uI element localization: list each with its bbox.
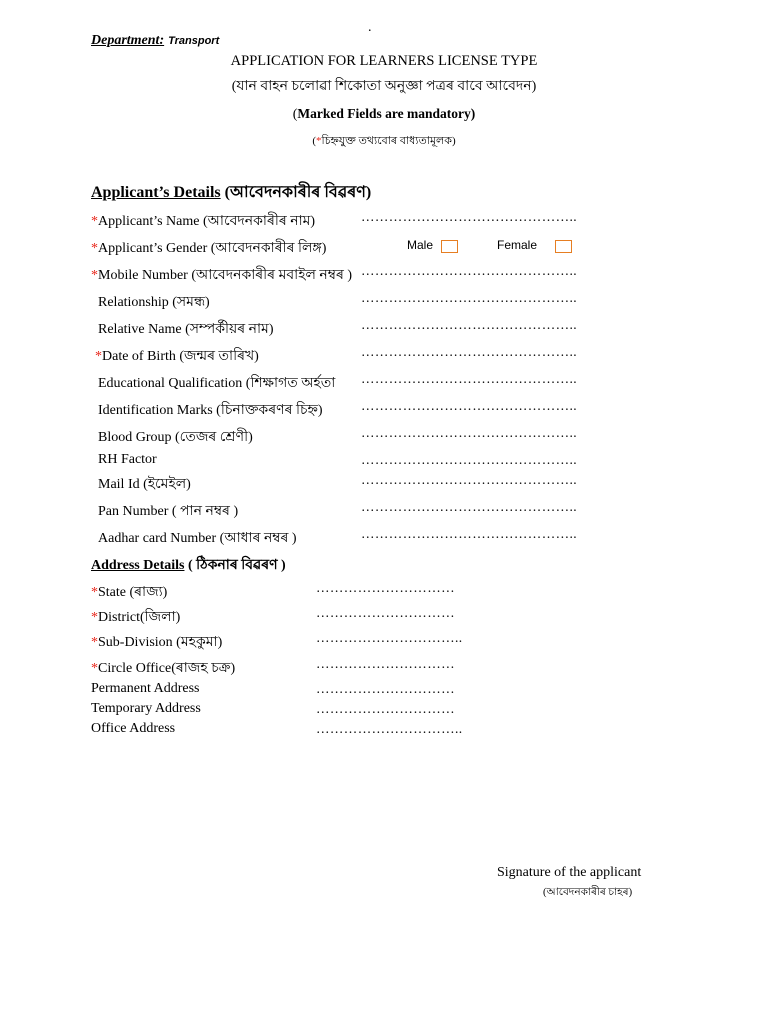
sub-division-field[interactable]: ………………………….. [316,630,463,645]
aadhar-number-label: Aadhar card Number (আধাৰ নম্বৰ ) [98,531,297,546]
signature-label-assamese: (আবেদনকাৰীৰ চাহৰ) [543,887,633,898]
pan-number-label: Pan Number ( পান নম্বৰ ) [98,504,239,519]
pan-number-field[interactable]: ……………………………………….. [361,499,578,514]
address-details-title: Address Details [91,558,185,573]
blood-group-label: Blood Group (তেজৰ শ্ৰেণী) [98,430,253,445]
relationship-field[interactable]: ……………………………………….. [361,290,578,305]
relative-name-label: Relative Name (সম্পৰ্কীয়ৰ নাম) [98,322,274,337]
gender-male-checkbox[interactable] [441,240,458,253]
applicant-details-heading [91,179,371,206]
state-label: *State (ৰাজ্য) [91,585,168,600]
office-address-field[interactable]: ………………………….. [316,721,463,736]
mandatory-note-assamese-paren: ( [312,135,317,147]
identification-marks-label: Identification Marks (চিনাক্তকৰণৰ চিহ্ন) [98,403,323,418]
state-field[interactable]: ………………………… [316,580,455,595]
education-field[interactable]: ……………………………………….. [361,371,578,386]
department-line [91,31,219,49]
permanent-address-label: Permanent Address [91,681,200,696]
required-star: * [91,661,98,676]
applicant-details-title-assamese: (আবেদনকাৰীৰ বিৱৰণ) [224,184,372,201]
top-dot: . [368,20,372,35]
required-star: * [91,635,98,650]
mobile-number-label: *Mobile Number (আবেদনকাৰীৰ মবাইল নম্বৰ ) [91,268,353,283]
temporary-address-field[interactable]: ………………………… [316,701,455,716]
signature-label: Signature of the applicant [497,865,642,880]
applicant-name-label: *Applicant’s Name (আবেদনকাৰীৰ নাম) [91,214,316,229]
mandatory-note [0,105,768,123]
mail-id-field[interactable]: ……………………………………….. [361,472,578,487]
blood-group-field[interactable]: ……………………………………….. [361,425,578,440]
mail-id-label: Mail Id (ইমেইল) [98,477,191,492]
department-value: Transport [168,35,220,47]
circle-office-field[interactable]: ………………………… [316,656,455,671]
gender-female-checkbox[interactable] [555,240,572,253]
required-star: * [316,135,322,147]
mandatory-note-paren: ( [292,107,298,122]
address-details-title-assamese: ( ঠিকনাৰ বিৱৰণ ) [187,558,286,573]
required-star: * [91,268,98,283]
department-label: Department: [91,33,165,48]
sub-division-label: *Sub-Division (মহকুমা) [91,635,223,650]
applicant-gender-label: *Applicant’s Gender (আবেদনকাৰীৰ লিঙ্গ) [91,241,327,256]
applicant-details-title: Applicant’s Details [91,184,221,201]
gender-female-label: Female [497,238,538,252]
mandatory-note-text: Marked Fields are mandatory) [297,106,476,121]
rh-factor-label: RH Factor [98,452,157,467]
relationship-label: Relationship (সমন্ধ) [98,295,210,310]
aadhar-number-field[interactable]: ……………………………………….. [361,526,578,541]
required-star: * [91,214,98,229]
identification-marks-field[interactable]: ……………………………………….. [361,398,578,413]
district-label: *District(জিলা) [91,610,181,625]
relative-name-field[interactable]: ……………………………………….. [361,317,578,332]
mandatory-note-assamese [0,132,768,151]
mobile-number-field[interactable]: ……………………………………….. [361,263,578,278]
gender-male-label: Male [407,238,434,252]
date-of-birth-label: *Date of Birth (জন্মৰ তাৰিখ) [95,349,259,364]
circle-office-label: *Circle Office(ৰাজহ চক্ৰ) [91,661,236,676]
required-star: * [91,610,98,625]
address-details-heading [91,553,286,577]
applicant-name-field[interactable]: ……………………………………….. [361,209,578,224]
date-of-birth-field[interactable]: ……………………………………….. [361,344,578,359]
permanent-address-field[interactable]: ………………………… [316,681,455,696]
rh-factor-field[interactable]: ……………………………………….. [361,452,578,467]
district-field[interactable]: ………………………… [316,605,455,620]
office-address-label: Office Address [91,721,176,736]
form-title: APPLICATION FOR LEARNERS LICENSE TYPE [230,53,538,69]
required-star: * [91,241,98,256]
education-label: Educational Qualification (শিক্ষাগত অৰ্হতা [98,376,336,391]
form-title-assamese: (যান বাহন চলোৱা শিকোতা অনুজ্ঞা পত্ৰৰ বাবে আবেদন) [231,79,537,94]
required-star: * [91,585,98,600]
temporary-address-label: Temporary Address [91,701,201,716]
mandatory-note-assamese-text: চিহ্নযুক্ত তথ্যবোৰ বাধ্যতামূলক) [321,135,456,147]
required-star: * [95,349,102,364]
